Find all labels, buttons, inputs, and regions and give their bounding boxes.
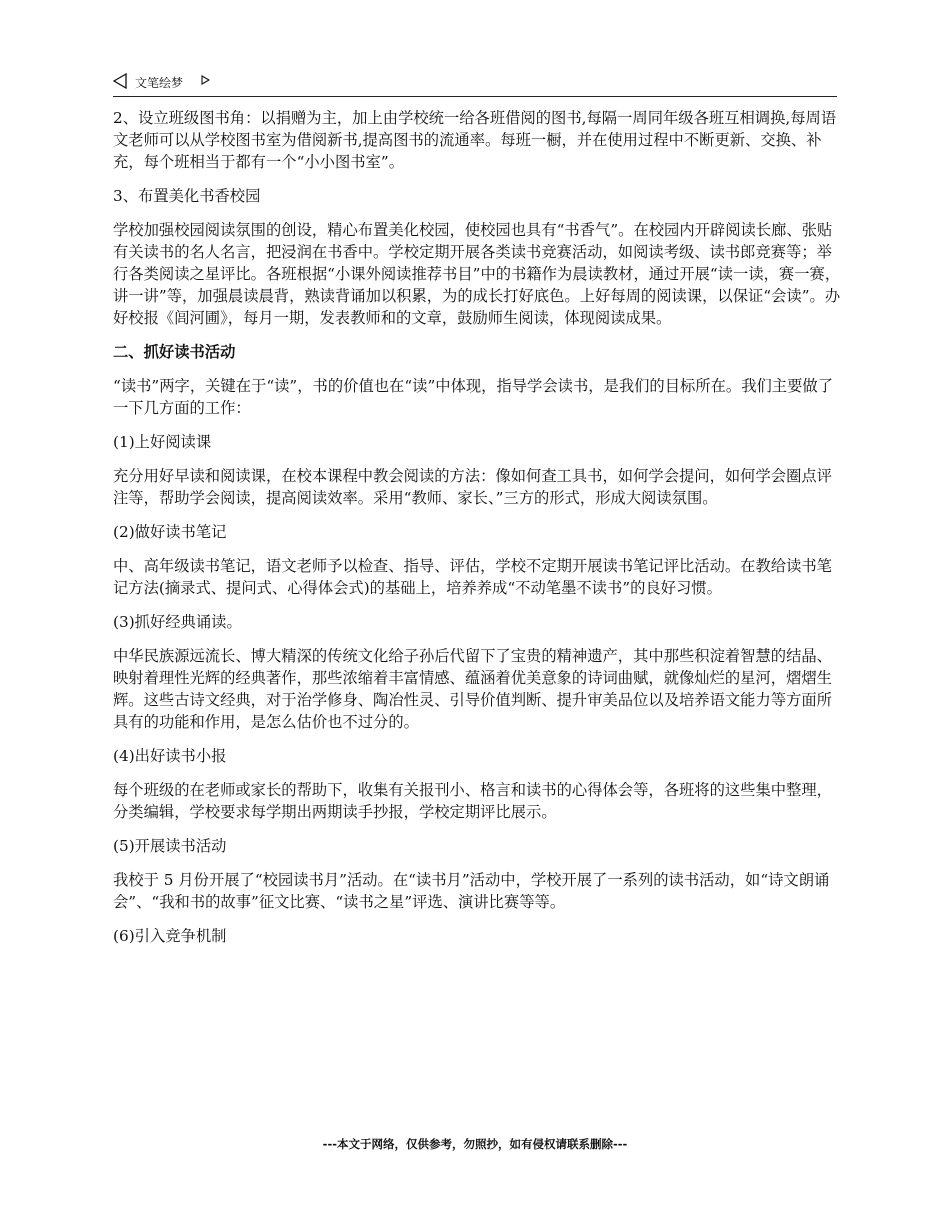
page-footer: ---本文于网络，仅供参考，勿照抄，如有侵权请联系删除--- (322, 1137, 628, 1151)
paragraph-book-corner: 2、设立班级图书角：以捐赠为主，加上由学校统一给各班借阅的图书,每隔一周同年级各班互相调换,每周语文老师可以从学校图书室为借阅新书,提高图书的流通率。每班一橱，并在使用过程中不断更新、交换、补充，每个班相当于都有一个“小小图书室”。 (113, 109, 837, 171)
section-title-campus: 3、布置美化书香校园 (113, 187, 261, 205)
item-title-4: (4)出好读书小报 (113, 747, 227, 765)
heading-reading-activities: 二、抓好读书活动 (113, 343, 236, 361)
header-brand: 文笔绘梦 (135, 76, 184, 90)
item-body-2: 中、高年级读书笔记，语文老师予以检查、指导、评估，学校不定期开展读书笔记评比活动。在教给读书笔记方法(摘录式、提问式、心得体会式)的基础上，培养养成“不动笔墨不读书”的良好习惯。 (113, 557, 832, 597)
item-body-3: 中华民族源远流长、博大精深的传统文化给子孙后代留下了宝贵的精神遗产，其中那些积淀着智慧的结晶、映射着理性光辉的经典著作，那些浓缩着丰富情感、蕴涵着优美意象的诗词曲赋，就像灿烂的星河，熠熠生辉。这些古诗文经典，对于治学修身、陶冶性灵、引导价值判断、提升审美品位以及培养语文能力等方面所具有的功能和作用，是怎么估价也不过分的。 (113, 647, 832, 731)
paragraph-campus: 学校加强校园阅读氛围的创设，精心布置美化校园，使校园也具有“书香气”。在校园内开辟阅读长廊、张贴有关读书的名人名言，把浸润在书香中。学校定期开展各类读书竞赛活动，如阅读考级、读书郎竞赛等；举行各类阅读之星评比。各班根据“小课外阅读推荐书目”中的书籍作为晨读教材，通过开展“读一读，赛一赛，讲一讲”等，加强晨读晨背，熟读背诵加以积累，为的成长打好底色。上好每周的阅读课，以保证“会读”。办好校报《闾河圃》，每月一期，发表教师和的文章，鼓励师生阅读，体现阅读成果。 (113, 221, 841, 327)
item-title-5: (5)开展读书活动 (113, 837, 227, 855)
paragraph-intro: “读书”两字，关键在于“读”，书的价值也在“读”中体现，指导学会读书，是我们的目标所在。我们主要做了一下几方面的工作： (113, 377, 833, 417)
page-header (113, 70, 837, 97)
item-title-1: (1)上好阅读课 (113, 433, 212, 451)
item-title-2: (2)做好读书笔记 (113, 523, 227, 541)
triangle-left-icon (113, 73, 127, 89)
item-body-1: 充分用好早读和阅读课，在校本课程中教会阅读的方法：像如何查工具书，如何学会提问，如何学会圈点评注等，帮助学会阅读，提高阅读效率。采用“教师、家长、”三方的形式，形成大阅读氛围。 (113, 467, 832, 507)
triangle-right-icon (201, 75, 210, 85)
item-body-4: 每个班级的在老师或家长的帮助下，收集有关报刊小、格言和读书的心得体会等，各班将的这些集中整理，分类编辑，学校要求每学期出两期读手抄报，学校定期评比展示。 (113, 781, 832, 821)
document-body (113, 107, 841, 959)
item-title-6: (6)引入竞争机制 (113, 927, 227, 945)
item-body-5: 我校于 5 月份开展了“校园读书月”活动。在“读书月”活动中，学校开展了一系列的读书活动，如“诗文朗诵会”、“我和书的故事”征文比赛、“读书之星”评选、演讲比赛等等。 (113, 871, 830, 911)
item-title-3: (3)抓好经典诵读。 (113, 613, 242, 631)
